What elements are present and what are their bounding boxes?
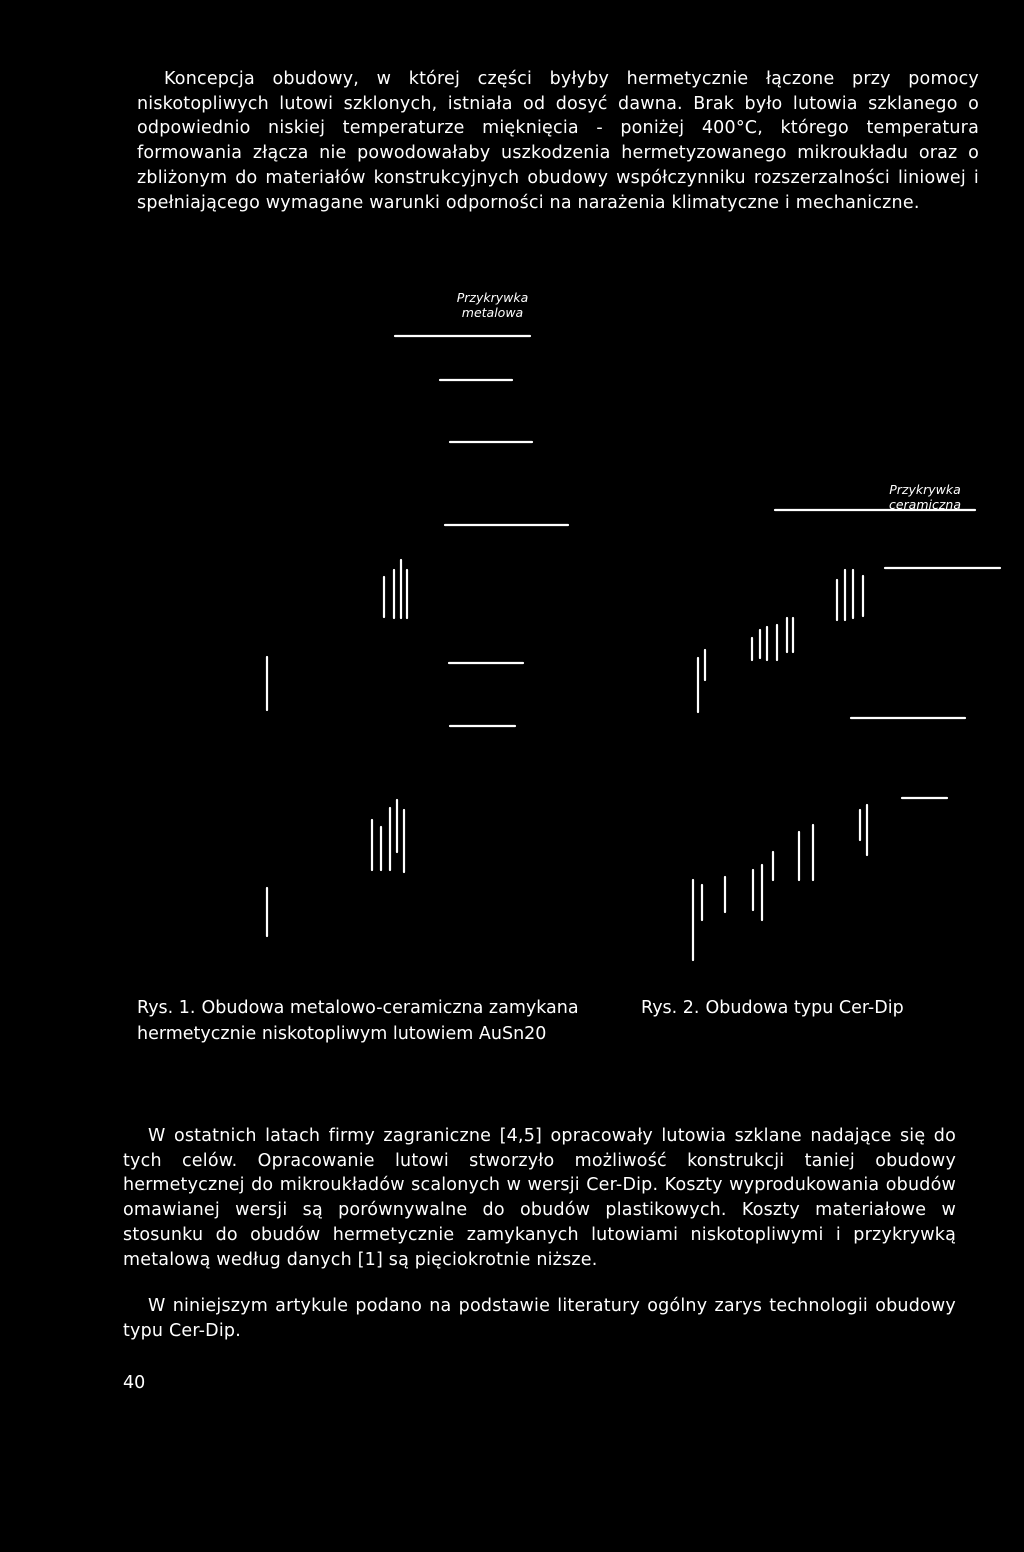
figure-2-number: Rys. 2. (641, 998, 700, 1018)
figure-2-caption-text: Obudowa typu Cer-Dip (705, 998, 904, 1018)
ceramic-cover-label: Przykrywka ceramiczna (888, 482, 962, 512)
figure-1-drawing (250, 280, 600, 980)
figure-1-number: Rys. 1. (137, 998, 196, 1018)
intro-paragraph: Koncepcja obudowy, w której części byłyby hermetycznie łączone przy pomocy niskotopliwych lutowi szklonych, istniała od dosyć dawna. Brak było lutowia szklanego o odpowiednio niskiej temperaturze mięknięcia - poniżej 400°C, którego temperatura formowania złącza nie powodowałaby uszkodzenia hermetyzowanego mikroukładu oraz o zbliżonym do materiałów konstrukcyjnych obudowy współczynniku rozszerzalności liniowej i spełniającego wymagane warunki odporności na narażenia klimatyczne i mechaniczne. (137, 69, 979, 213)
figure-metal-ceramic-package (250, 280, 600, 980)
figure-2-drawing (665, 280, 1005, 980)
page-number: 40 (123, 1373, 146, 1393)
metal-cover-label: Przykrywka metalowa (456, 290, 529, 320)
figure-cer-dip-package (665, 280, 1005, 980)
figure-2-caption (641, 995, 981, 1021)
body-paragraph-article-scope: W niniejszym artykule podano na podstawie literatury ogólny zarys technologii obudowy typu Cer-Dip. (123, 1296, 956, 1341)
figure-1-caption-text: Obudowa metalowo-ceramiczna zamykana hermetycznie niskotopliwym lutowiem AuSn20 (137, 998, 579, 1044)
body-paragraph-lutowia: W ostatnich latach firmy zagraniczne [4,5] opracowały lutowia szklane nadające się do tych celów. Opracowanie lutowi stworzyło możliwość konstrukcji taniej obudowy hermetycznej do mikroukładów scalonych w wersji Cer-Dip. Koszty wyprodukowania obudów omawianej wersji są porównywalne do obudów plastikowych. Koszty materiałowe w stosunku do obudów hermetycznie zamykanych lutowiami niskotopliwymi i przykrywką metalową według danych [1] są pięciokrotnie niższe. (123, 1126, 956, 1270)
figure-1-caption (137, 995, 597, 1047)
